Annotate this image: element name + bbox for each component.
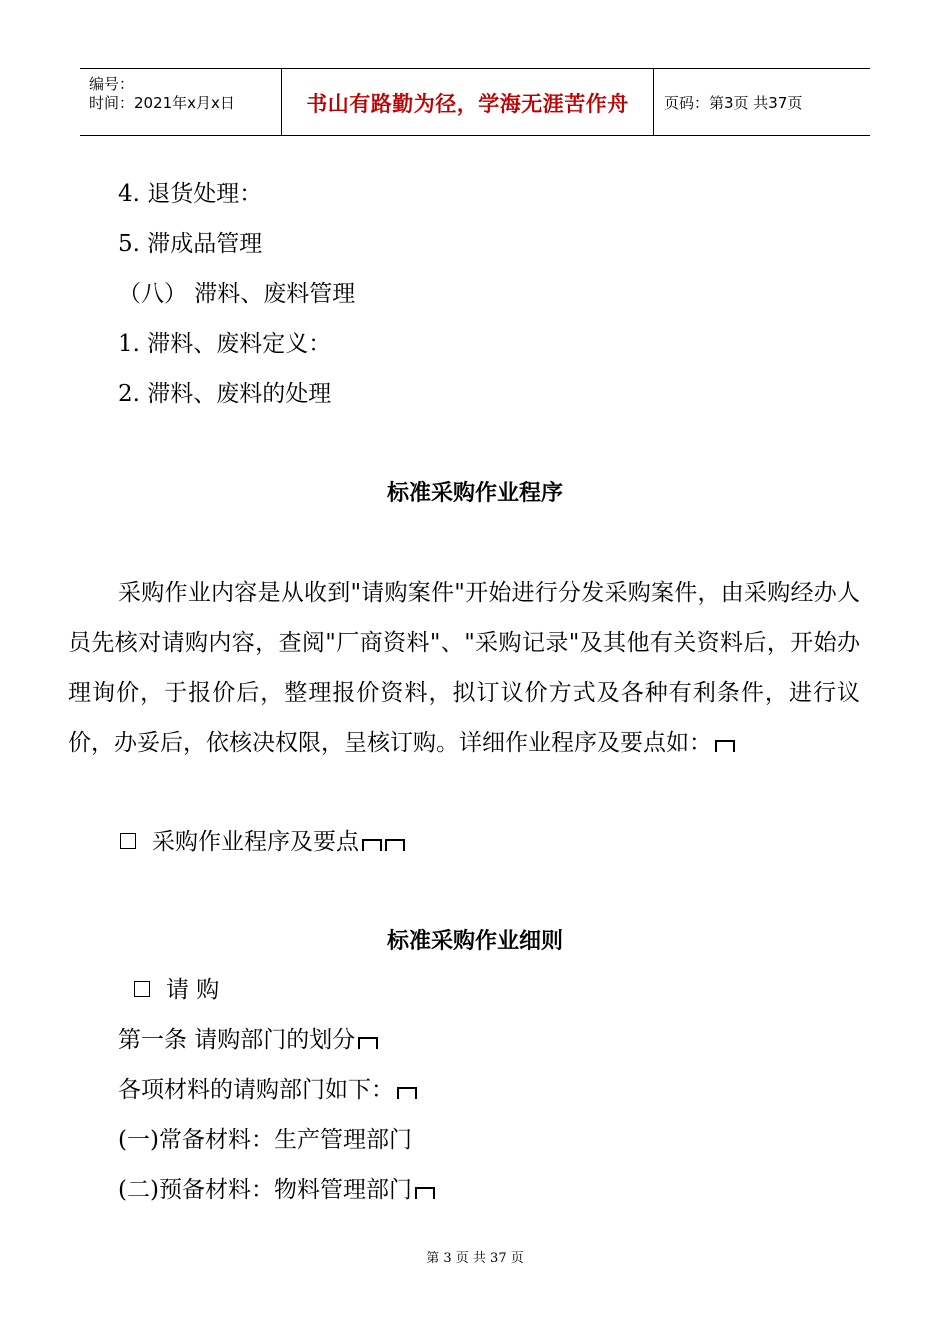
procedure-paragraph-text: 采购作业内容是从收到"请购案件"开始进行分发采购案件，由采购经办人员先核对请购内容，查阅"厂商资料"、"采购记录"及其他有关资料后，开始办理询价，于报价后，整理报价资料，拟订议价方式及各种有利条件，进行议价，办妥后，依核决权限，呈核订购。详细作业程序及要点如： (68, 580, 860, 756)
section-item: 4. 退货处理： (118, 181, 263, 207)
header-motto: 书山有路勤为径，学海无涯苦作舟 (306, 92, 629, 116)
paragraph-mark-icon (397, 1087, 417, 1099)
paragraph-mark-icon (358, 1037, 378, 1049)
checkbox-item-procedure (120, 828, 405, 856)
paragraph-mark-icon (715, 740, 735, 752)
section-item: 1. 滞料、废料定义： (118, 331, 332, 357)
checkbox-icon (120, 833, 136, 849)
section-item: 2. 滞料、废料的处理 (118, 381, 332, 407)
header-meta-cell (80, 69, 282, 135)
page-header (80, 68, 870, 136)
article-title-text: 第一条 请购部门的划分 (118, 1027, 356, 1053)
paragraph-mark-icon (385, 839, 405, 851)
header-page-cell (654, 69, 870, 135)
section-item: （八） 滞料、废料管理 (118, 281, 356, 307)
section-item: 5. 滞成品管理 (118, 231, 263, 257)
document-number-label: 编号： (89, 75, 135, 93)
procedure-paragraph (68, 568, 860, 768)
article-line (118, 1076, 417, 1104)
list-item-text: (二)预备材料：物料管理部门 (118, 1177, 412, 1203)
checkbox-item-label: 请 购 (166, 977, 220, 1003)
paragraph-mark-icon (362, 839, 382, 851)
document-time-label: 时间：2021年x月x日 (89, 94, 235, 112)
section-heading-procedure: 标准采购作业程序 (386, 481, 563, 506)
header-page-info: 页码：第3页 共37页 (664, 93, 803, 112)
section-heading-rules: 标准采购作业细则 (386, 929, 563, 954)
header-motto-cell (282, 69, 654, 135)
list-item: (一)常备材料：生产管理部门 (118, 1127, 412, 1153)
checkbox-item-request (134, 976, 219, 1004)
checkbox-icon (134, 981, 150, 997)
checkbox-item-label: 采购作业程序及要点 (152, 829, 359, 855)
article-line-text: 各项材料的请购部门如下： (118, 1077, 394, 1103)
article-title (118, 1026, 378, 1054)
list-item (118, 1176, 435, 1204)
paragraph-mark-icon (415, 1187, 435, 1199)
page-footer: 第 3 页 共 37 页 (426, 1251, 524, 1266)
